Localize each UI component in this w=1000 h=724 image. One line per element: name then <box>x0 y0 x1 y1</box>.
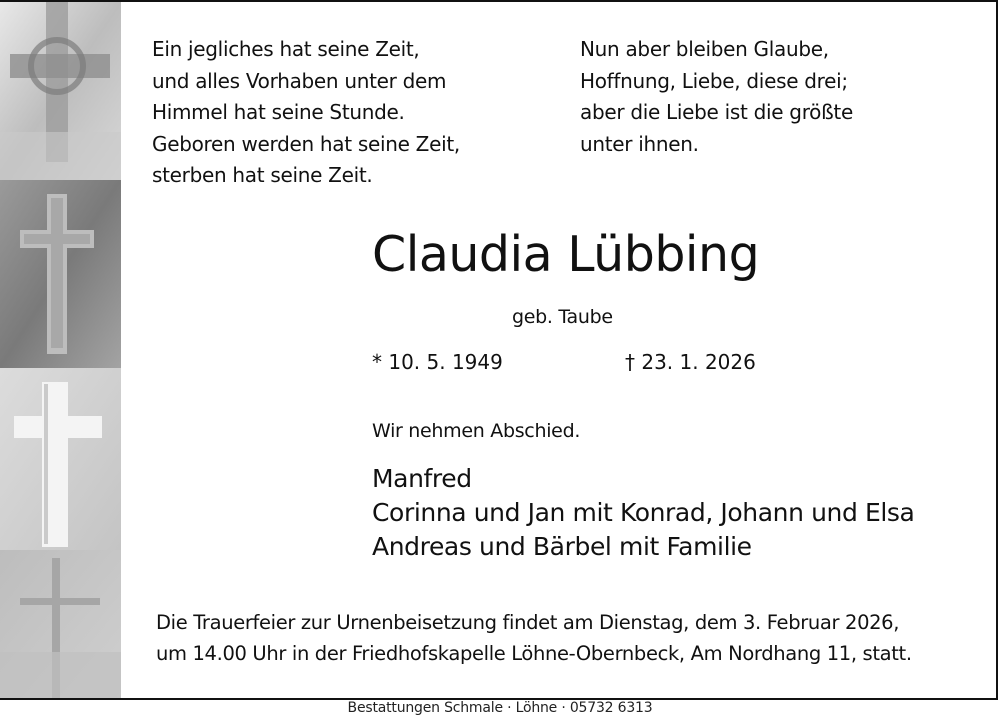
birth-date: * 10. 5. 1949 <box>372 350 503 374</box>
cross-image-strip <box>0 2 121 698</box>
cross-photos <box>0 2 121 698</box>
mourners-list <box>372 462 914 564</box>
cross-icon <box>0 180 121 368</box>
cross-icon <box>0 550 121 698</box>
funeral-home-footer: Bestattungen Schmale · Löhne · 05732 6313 <box>347 700 653 716</box>
maiden-name: geb. Taube <box>512 306 613 328</box>
deceased-name: Claudia Lübbing <box>372 226 760 283</box>
list-item: Andreas und Bärbel mit Familie <box>372 532 752 561</box>
service-details: Die Trauerfeier zur Urnenbeisetzung findet am Dienstag, dem 3. Februar 2026, um 14.00 Uhr in der Friedhofskapelle Löhne-Obernbeck, Am Nordhang 11, statt. <box>156 611 912 665</box>
bible-verse-left: Ein jegliches hat seine Zeit, und alles Vorhaben unter dem Himmel hat seine Stunde. Geboren werden hat seine Zeit, sterben hat seine Zeit. <box>152 37 460 187</box>
death-date: † 23. 1. 2026 <box>625 350 756 374</box>
list-item: Manfred <box>372 464 472 493</box>
bible-verse-right: Nun aber bleiben Glaube, Hoffnung, Liebe, diese drei; aber die Liebe ist die größte unter ihnen. <box>580 37 853 156</box>
cross-icon <box>0 2 121 180</box>
cross-icon <box>0 368 121 550</box>
list-item: Corinna und Jan mit Konrad, Johann und Elsa <box>372 498 915 527</box>
farewell-line: Wir nehmen Abschied. <box>372 420 581 442</box>
